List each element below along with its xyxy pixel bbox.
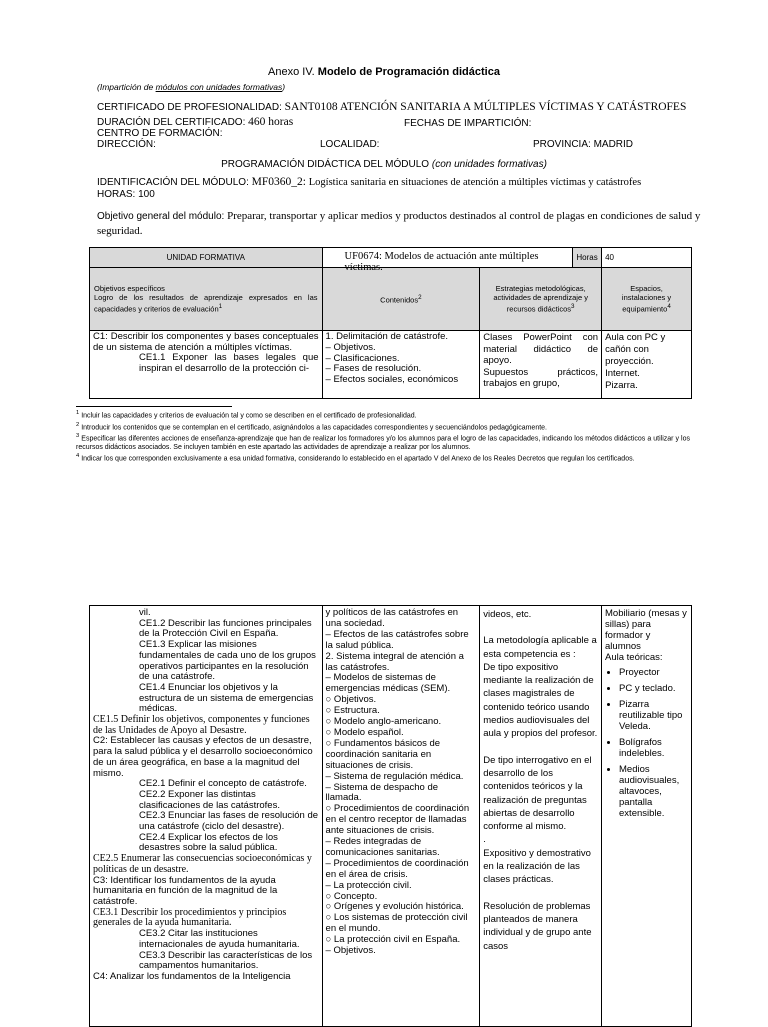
footnotes — [76, 409, 690, 464]
col-spaces-header: Espacios, instalaciones y equipamiento$^4$ — [602, 268, 692, 331]
methods-cont-cell: videos, etc. La metodología aplicable a esta competencia es : De tipo expositivo mediante la realización de clases magistrales de contenido teórico usando medios audiovisuales del aula y propios del profesor. De tipo interrogativo en el desarrollo de los contenidos teóricos y la realización de preguntas abiertas de desarrollo conforme al mismo. . Expositivo y demostrativo en la realización de las clases prácticas. Resolución de problemas planteados de manera individual y de grupo ante casos — [480, 606, 602, 1027]
uf-hours-label: Horas — [572, 248, 601, 267]
document-subtitle: (Impartición de módulos con unidades formativas) — [97, 82, 286, 92]
certificate-line: CERTIFICADO DE PROFESIONALIDAD: SANT0108 ATENCIÓN SANITARIA A MÚLTIPLES VÍCTIMAS Y CATÁSTROFES — [97, 101, 687, 113]
spaces-cont-cell: Mobiliario (mesas y sillas) para formador y alumnos Aula teóricas: • Proyector • PC y teclado. • Pizarra reutilizable tipo Veleda. • Bolígrafos indelebles. • Medios audiovisuales, altavoces, pantalla extensible. — [602, 606, 692, 1027]
contents-cell: 1. Delimitación de catástrofe. – Objetivos. – Clasificaciones. – Fases de resolución. – Efectos sociales, económicos — [322, 331, 480, 399]
col-contents-header: Contenidos$^2$ — [322, 268, 480, 331]
equipment-item: • Pizarra reutilizable tipo Veleda. — [619, 699, 688, 732]
certificate-value: SANT0108 ATENCIÓN SANITARIA A MÚLTIPLES VÍCTIMAS Y CATÁSTROFES — [284, 101, 687, 113]
equipment-list — [605, 667, 688, 819]
uf-table-top — [89, 247, 692, 399]
spaces-cell: Aula con PC y cañón con proyección. Internet. Pizarra. — [602, 331, 692, 399]
duration-line: DURACIÓN DEL CERTIFICADO: 460 horas — [97, 116, 294, 128]
document-title — [0, 66, 768, 78]
footnote-1: $^1$ Incluir las capacidades y criterios de evaluación tal y como se describen en el certificado de profesionalidad. — [76, 410, 417, 420]
province-line: PROVINCIA: MADRID — [533, 139, 634, 150]
page-title: Modelo de Programación didáctica — [317, 66, 500, 78]
annex-label: Anexo IV. — [268, 66, 315, 78]
footnote-4: $^4$ Indicar los que corresponden exclusivamente a esa unidad formativa, considerando lo establecido en el apartado V del Anexo de los Reales Decretos que regulan los certificados. — [76, 453, 635, 463]
uf-hours-value: 40 — [602, 248, 692, 268]
col-methods-header: Estrategias metodológicas, actividades de aprendizaje y recursos didácticos$^3$ — [480, 268, 602, 331]
equipment-item: • Medios audiovisuales, altavoces, pantalla extensible. — [619, 764, 688, 819]
uf-label-cell: UNIDAD FORMATIVA — [90, 248, 323, 268]
dates-label: FECHAS DE IMPARTICIÓN: — [404, 118, 532, 129]
equipment-item: • PC y teclado. — [619, 683, 688, 694]
uf-table-continued — [89, 605, 692, 1027]
module-objective: Objetivo general del módulo: Preparar, transportar y aplicar medios y productos destinados al control de plagas en condiciones de salud y seguridad. — [97, 210, 701, 237]
methods-cell: Clases PowerPoint con material didáctico de apoyo. Supuestos prácticos, trabajos en grupo, — [480, 331, 602, 399]
center-label: CENTRO DE FORMACIÓN: — [97, 128, 223, 139]
footnote-separator — [76, 406, 232, 407]
footnote-3: $^3$ Especificar las diferentes acciones de enseñanza-aprendizaje que han de realizar los formadores y/o los alumnos para el logro de las capacidades, indicando los métodos didácticos a utilizar y los recursos didácticos asociados. Se incluyen también en este apartado las actividades de aprendizaje a realizar por los alumnos. — [76, 433, 691, 451]
equipment-item: • Proyector — [619, 667, 688, 678]
address-label: DIRECCIÓN: — [97, 139, 156, 150]
contents-cont-cell: y políticos de las catástrofes en una sociedad. – Efectos de las catástrofes sobre la salud pública. 2. Sistema integral de atención a las catástrofes. – Modelos de sistemas de emergencias médicas (SEM). ○ Objetivos. ○ Estructura. ○ Modelo anglo-americano. ○ Modelo español. ○ Fundamentos básicos de coordinación sanitaria en situaciones de crisis. – Sistema de regulación médica. – Sistema de despacho de llamada. ○ Procedimientos de coordinación en el centro receptor de llamadas ante situaciones de crisis. – Redes integradas de comunicaciones sanitarias. – Procedimientos de coordinación en el área de crisis. – La protección civil. ○ Concepto. ○ Orígenes y evolución histórica. ○ Los sistemas de protección civil en el mundo. ○ La protección civil en España. – Objetivos. — [322, 606, 480, 1027]
col-objectives-header: Objetivos específicos Logro de los resultados de aprendizaje expresados en las capacidades y criterios de evaluación$^1$ — [90, 268, 323, 331]
module-hours-line: HORAS: 100 — [97, 189, 155, 200]
uf-value-cell: UF0674: Modelos de actuación ante múltiples víctimas. Horas — [322, 248, 602, 268]
module-section-title: PROGRAMACIÓN DIDÁCTICA DEL MÓDULO (con unidades formativas) — [221, 159, 547, 170]
locality-label: LOCALIDAD: — [320, 139, 380, 150]
module-id-line: IDENTIFICACIÓN DEL MÓDULO: MF0360_2: Logística sanitaria en situaciones de atención a múltiples víctimas y catástrofes — [97, 176, 642, 188]
equipment-item: • Bolígrafos indelebles. — [619, 737, 688, 759]
objectives-cont-cell: vil. CE1.2 Describir las funciones principales de la Protección Civil en España. CE1.3 Explicar las misiones fundamentales de cada uno de los grupos operativos participantes en la resolución de una catástrofe. CE1.4 Enunciar los objetivos y la estructura de un sistema de emergencias médicas. CE1.5 Definir los objetivos, componentes y funciones de las Unidades de Apoyo al Desastre. C2: Establecer las causas y efectos de un desastre, para la salud pública y el desarrollo socioeconómico de un área geográfica, en base a la magnitud del mismo. CE2.1 Definir el concepto de catástrofe. CE2.2 Exponer las distintas clasificaciones de las catástrofes. CE2.3 Enunciar las fases de resolución de una catástrofe (ciclo del desastre). CE2.4 Explicar los efectos de los desastres sobre la salud pública. CE2.5 Enumerar las consecuencias socioeconómicas y políticas de un desastre. C3: Identificar los fundamentos de la ayuda humanitaria en función de la magnitud de la catástrofe. CE3.1 Describir los procedimientos y principios generales de la ayuda humanitaria. CE3.2 Citar las instituciones internacionales de ayuda humanitaria. CE3.3 Describir las características de los campamentos humanitarios. C4: Analizar los fundamentos de la Inteligencia — [90, 606, 323, 1027]
objectives-cell: C1: Describir los componentes y bases conceptuales de un sistema de atención a múltiples víctimas. CE1.1 Exponer las bases legales que inspiran el desarrollo de la protección ci- — [90, 331, 323, 399]
footnote-2: $^2$ Introducir los contenidos que se contemplan en el certificado, asignándolos a las capacidades correspondientes y secuenciándolos pedagógicamente. — [76, 421, 548, 431]
